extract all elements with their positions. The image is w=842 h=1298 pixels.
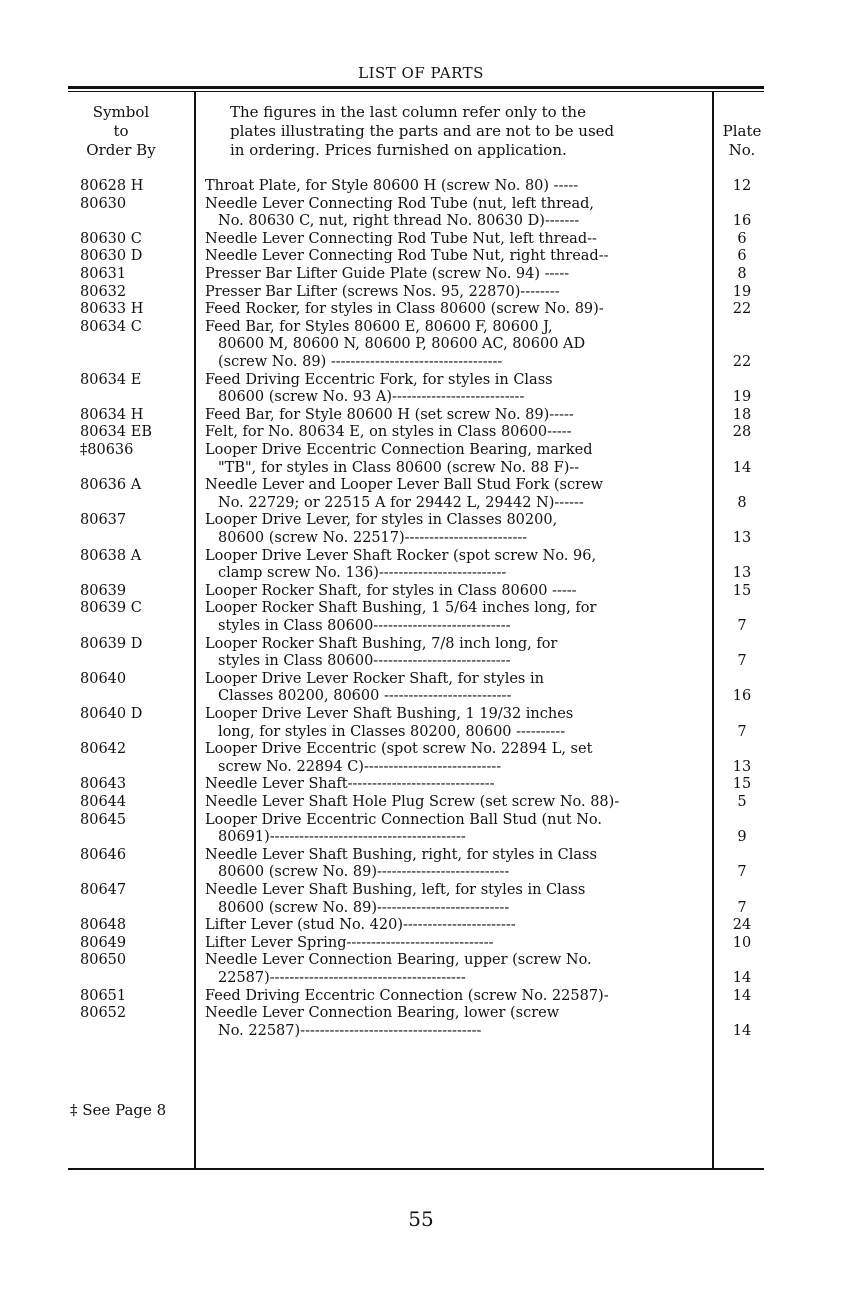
part-description <box>205 776 697 794</box>
description-line: No. 22587)------------------------------------- <box>218 1022 482 1039</box>
part-symbol: 80628 H <box>80 178 144 194</box>
description-line: Needle Lever Connection Bearing, lower (screw <box>205 1005 560 1022</box>
plate-number: 8 <box>737 266 747 282</box>
part-description <box>205 266 697 284</box>
plate-number: 14 <box>732 459 752 476</box>
part-description <box>205 882 697 917</box>
description-line: Needle Lever Shaft Bushing, right, for styles in Class <box>205 846 597 863</box>
description-line: 80600 (screw No. 89)--------------------------- <box>218 899 510 916</box>
part-symbol: 80634 H <box>80 406 144 423</box>
description-line: clamp screw No. 136)-------------------------- <box>218 565 507 582</box>
description-line: Needle Lever Shaft------------------------------ <box>205 776 495 793</box>
description-line: Looper Drive Lever Shaft Rocker (spot screw No. 96, <box>205 547 597 564</box>
part-symbol: 80630 <box>80 195 127 212</box>
part-description <box>205 196 697 231</box>
description-line: styles in Class 80600---------------------------- <box>218 617 511 634</box>
part-symbol: 80637 <box>80 512 127 529</box>
part-symbol: 80634 E <box>80 371 142 388</box>
part-symbol: 80648 <box>80 917 127 934</box>
description-line: Needle Lever Connecting Rod Tube (nut, left thread, <box>205 195 595 212</box>
plate-number: 19 <box>732 389 752 406</box>
part-description <box>205 988 697 1006</box>
plate-number: 19 <box>732 283 752 300</box>
part-description <box>205 248 697 266</box>
column-divider-left <box>194 92 196 1169</box>
part-symbol: 80639 C <box>80 600 142 617</box>
description-line: Feed Bar, for Styles 80600 E, 80600 F, 80600 J, <box>205 318 553 335</box>
plate-number: 7 <box>737 617 747 634</box>
part-description <box>205 231 697 249</box>
description-line: No. 22729; or 22515 A for 29442 L, 29442 N)------ <box>218 494 584 511</box>
part-description <box>205 952 697 987</box>
top-rule <box>68 86 764 89</box>
plate-number: 8 <box>737 494 747 511</box>
plate-number: 13 <box>732 758 752 775</box>
part-symbol: 80638 A <box>80 547 142 564</box>
description-line: 80600 M, 80600 N, 80600 P, 80600 AC, 80600 AD <box>218 336 586 353</box>
column-divider-right <box>712 92 714 1169</box>
description-line: "TB", for styles in Class 80600 (screw No. 88 F)-- <box>218 459 580 476</box>
description-line: 22587)---------------------------------------- <box>218 969 466 986</box>
plate-number: 22 <box>732 353 752 370</box>
plate-number: 14 <box>732 987 752 1004</box>
part-symbol: 80639 D <box>80 635 143 652</box>
part-description <box>205 671 697 706</box>
description-line: (screw No. 89) ----------------------------------- <box>218 353 503 370</box>
page-title: LIST OF PARTS <box>358 64 484 82</box>
description-line: Looper Rocker Shaft Bushing, 7/8 inch long, for <box>205 635 558 652</box>
part-symbol: 80640 <box>80 670 127 687</box>
plate-number: 7 <box>737 864 747 881</box>
plate-number: 13 <box>732 565 752 582</box>
plate-number: 15 <box>732 776 752 793</box>
description-line: Looper Drive Lever Shaft Bushing, 1 19/32 inches <box>205 706 574 722</box>
part-description <box>205 917 697 935</box>
part-description <box>205 512 697 547</box>
part-symbol: 80633 H <box>80 301 144 318</box>
plate-number: 14 <box>732 1022 752 1039</box>
plate-number: 16 <box>732 213 752 230</box>
description-line: Lifter Lever (stud No. 420)----------------------- <box>205 917 516 934</box>
part-description <box>205 1005 697 1040</box>
part-description <box>205 794 697 812</box>
description-line: Looper Drive Lever Rocker Shaft, for styles in <box>205 670 544 687</box>
description-line: Looper Drive Lever, for styles in Classes 80200, <box>205 512 558 529</box>
plate-number: 28 <box>732 424 752 441</box>
description-line: Felt, for No. 80634 E, on styles in Class 80600----- <box>205 424 572 441</box>
description-line: 80600 (screw No. 93 A)--------------------------- <box>218 389 525 406</box>
description-line: Looper Rocker Shaft, for styles in Class 80600 ----- <box>205 582 577 599</box>
part-symbol: 80652 <box>80 1005 127 1022</box>
description-line: Feed Rocker, for styles in Class 80600 (screw No. 89)- <box>205 301 604 318</box>
top-rule-thin <box>68 91 764 92</box>
description-line: Feed Bar, for Style 80600 H (set screw No. 89)----- <box>205 406 574 423</box>
description-line: Lifter Lever Spring------------------------------ <box>205 934 494 951</box>
part-description <box>205 636 697 671</box>
part-description <box>205 178 697 196</box>
part-description <box>205 319 697 372</box>
plate-number: 9 <box>737 829 747 846</box>
part-symbol: 80639 <box>80 582 127 599</box>
plate-number: 10 <box>732 934 752 951</box>
plate-number: 16 <box>732 688 752 705</box>
plate-number: 15 <box>732 582 752 599</box>
plate-number: 6 <box>737 230 747 247</box>
part-description <box>205 583 697 601</box>
part-description <box>205 301 697 319</box>
description-line: Presser Bar Lifter Guide Plate (screw No. 94) ----- <box>205 266 570 282</box>
plate-number: 14 <box>732 969 752 986</box>
part-symbol: 80630 D <box>80 248 143 265</box>
part-symbol: 80651 <box>80 987 127 1004</box>
part-symbol: 80631 <box>80 266 127 282</box>
part-description <box>205 741 697 776</box>
part-symbol: 80632 <box>80 283 127 300</box>
description-line: screw No. 22894 C)---------------------------- <box>218 758 502 775</box>
part-symbol: 80636 A <box>80 477 142 494</box>
header-description: The figures in the last column refer only to the plates illustrating the parts and are not to be used in ordering. Prices furnished on application. <box>230 103 615 159</box>
page-number: 55 <box>408 1207 434 1231</box>
part-symbol: 80645 <box>80 811 127 828</box>
bottom-rule <box>68 1168 764 1170</box>
plate-number: 12 <box>732 178 752 194</box>
description-line: No. 80630 C, nut, right thread No. 80630 D)------- <box>218 213 580 230</box>
part-description <box>205 706 697 741</box>
plate-number: 24 <box>732 917 752 934</box>
part-description <box>205 372 697 407</box>
description-line: Needle Lever and Looper Lever Ball Stud Fork (screw <box>205 477 604 494</box>
part-symbol: 80646 <box>80 846 127 863</box>
part-symbol: 80644 <box>80 794 127 810</box>
description-line: Looper Drive Eccentric (spot screw No. 22894 L, set <box>205 741 593 758</box>
part-symbol: 80634 C <box>80 318 142 335</box>
part-symbol: 80647 <box>80 882 127 898</box>
plate-number: 7 <box>737 653 747 670</box>
description-line: Looper Rocker Shaft Bushing, 1 5/64 inches long, for <box>205 600 597 617</box>
part-symbol: 80640 D <box>80 706 143 722</box>
part-symbol: 80649 <box>80 934 127 951</box>
part-description <box>205 812 697 847</box>
description-line: Looper Drive Eccentric Connection Ball Stud (nut No. <box>205 811 603 828</box>
description-line: Classes 80200, 80600 -------------------------- <box>218 688 512 705</box>
part-symbol: 80634 EB <box>80 424 152 441</box>
part-symbol: 80642 <box>80 741 127 758</box>
plate-number: 22 <box>732 301 752 318</box>
description-line: 80691)---------------------------------------- <box>218 829 466 846</box>
plate-number: 18 <box>732 406 752 423</box>
part-description <box>205 477 697 512</box>
part-description <box>205 847 697 882</box>
part-description <box>205 424 697 442</box>
plate-number: 6 <box>737 248 747 265</box>
description-line: Needle Lever Shaft Bushing, left, for styles in Class <box>205 882 586 898</box>
description-line: Needle Lever Connection Bearing, upper (screw No. <box>205 952 592 969</box>
description-line: long, for styles in Classes 80200, 80600 ---------- <box>218 723 566 740</box>
header-plate: Plate No. <box>722 122 762 159</box>
description-line: Feed Driving Eccentric Fork, for styles in Class <box>205 371 553 388</box>
description-line: Looper Drive Eccentric Connection Bearing, marked <box>205 442 593 458</box>
part-description <box>205 548 697 583</box>
description-line: Feed Driving Eccentric Connection (screw No. 22587)- <box>205 987 609 1004</box>
description-line: Needle Lever Shaft Hole Plug Screw (set screw No. 88)- <box>205 794 620 810</box>
description-line: Throat Plate, for Style 80600 H (screw No. 80) ----- <box>205 178 579 194</box>
plate-number: 7 <box>737 723 747 740</box>
part-symbol: 80643 <box>80 776 127 793</box>
description-line: Presser Bar Lifter (screws Nos. 95, 22870)-------- <box>205 283 560 300</box>
description-line: styles in Class 80600---------------------------- <box>218 653 511 670</box>
footnote: ‡ See Page 8 <box>70 1101 167 1119</box>
part-description <box>205 407 697 425</box>
description-line: Needle Lever Connecting Rod Tube Nut, left thread-- <box>205 230 597 247</box>
part-symbol: 80650 <box>80 952 127 969</box>
description-line: 80600 (screw No. 89)--------------------------- <box>218 864 510 881</box>
plate-number: 13 <box>732 529 752 546</box>
part-description <box>205 284 697 302</box>
part-description <box>205 600 697 635</box>
description-line: Needle Lever Connecting Rod Tube Nut, right thread-- <box>205 248 609 265</box>
part-symbol: 80630 C <box>80 230 142 247</box>
plate-number: 5 <box>737 794 747 810</box>
plate-number: 7 <box>737 899 747 916</box>
description-line: 80600 (screw No. 22517)------------------------- <box>218 529 528 546</box>
part-description <box>205 442 697 477</box>
part-description <box>205 935 697 953</box>
header-symbol: Symbol to Order By <box>86 103 156 159</box>
part-symbol: ‡80636 <box>80 442 134 458</box>
